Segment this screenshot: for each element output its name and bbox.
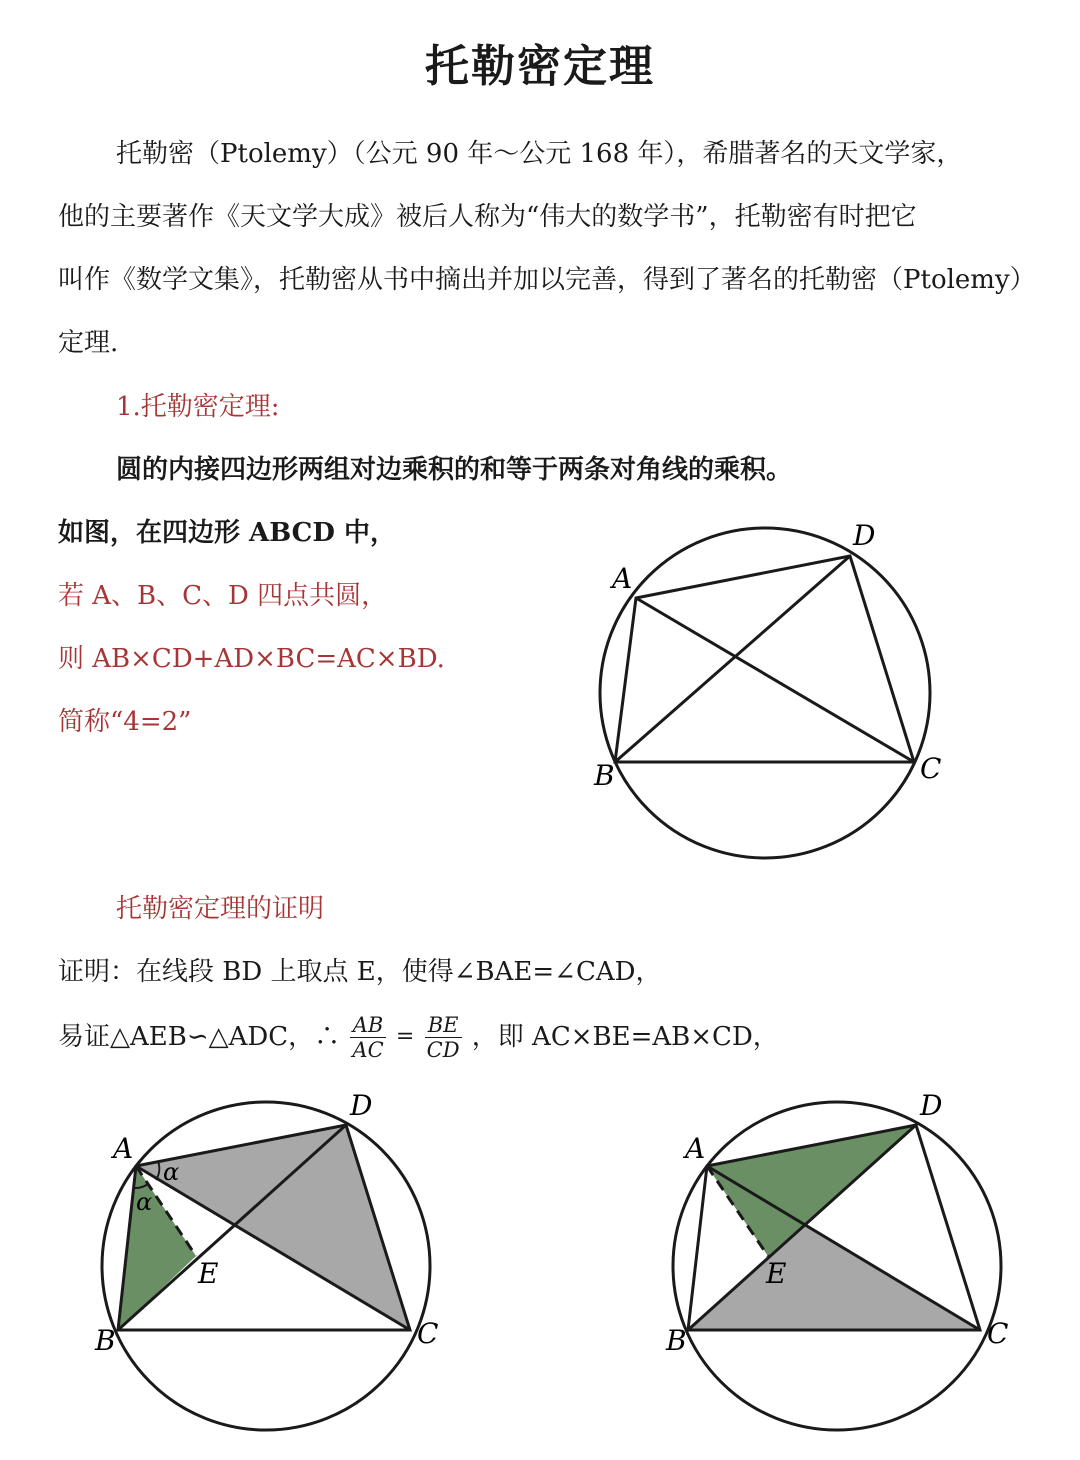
main-cyclic-quadrilateral-diagram [580,510,960,870]
short-name-line: 简称“4=2” [58,707,192,737]
page-title: 托勒密定理 [425,41,655,92]
proof-line-2-suffix: ，即 AC×BE=AB×CD， [471,1022,779,1052]
left-label-alpha-2: α [136,1188,153,1216]
label-c: C [920,752,942,785]
left-label-alpha-1: α [163,1158,180,1186]
fraction-2-numerator: BE [425,1013,462,1038]
fraction-1-denominator: AC [352,1037,384,1062]
proof-line-2-prefix: 易证△AEB∽△ADC，∴ [58,1022,341,1052]
left-label-d: D [350,1089,373,1122]
intro-line-1: 托勒密（Ptolemy）（公元 90 年～公元 168 年），希腊著名的天文学家， [116,139,963,169]
main-circle [600,528,930,858]
intro-line-3: 叫作《数学文集》，托勒密从书中摘出并加以完善，得到了著名的托勒密（Ptolemy） [58,265,1036,295]
left-label-e: E [198,1257,219,1290]
proof-diagram-left [90,1085,450,1460]
label-d: D [853,519,876,552]
conclusion-line: 则 AB×CD+AD×BC=AC×BD. [58,644,445,674]
section-heading-proof: 托勒密定理的证明 [116,894,325,924]
intro-line-4: 定理. [58,328,119,358]
fraction-1-numerator: AB [350,1013,385,1038]
condition-line: 若 A、B、C、D 四点共圆， [58,581,388,611]
fraction-2-denominator: CD [426,1037,460,1062]
label-a: A [612,562,633,595]
right-label-a: A [685,1132,706,1165]
diagonal-bd [615,556,850,762]
left-label-b: B [95,1324,116,1357]
right-label-c: C [987,1317,1009,1350]
fraction-ab-ac [350,1013,385,1062]
left-label-c: C [417,1317,439,1350]
proof-line-2 [58,1006,779,1066]
label-b: B [594,759,615,792]
proof-diagram-right [660,1085,1030,1460]
left-label-a: A [113,1132,134,1165]
figure-intro-line: 如图，在四边形 ABCD 中， [58,518,396,548]
intro-line-2: 他的主要著作《天文学大成》被后人称为“伟大的数学书”，托勒密有时把它 [58,202,917,232]
proof-line-1: 证明：在线段 BD 上取点 E，使得∠BAE=∠CAD， [58,957,662,987]
right-label-d: D [920,1089,943,1122]
main-quadrilateral [615,556,914,762]
right-label-e: E [766,1257,787,1290]
fraction-be-cd [425,1013,462,1062]
right-label-b: B [666,1324,687,1357]
fraction-equals-sign: = [395,1024,415,1049]
theorem-statement: 圆的内接四边形两组对边乘积的和等于两条对角线的乘积。 [116,455,793,485]
section-heading-theorem: 1.托勒密定理: [116,392,280,422]
